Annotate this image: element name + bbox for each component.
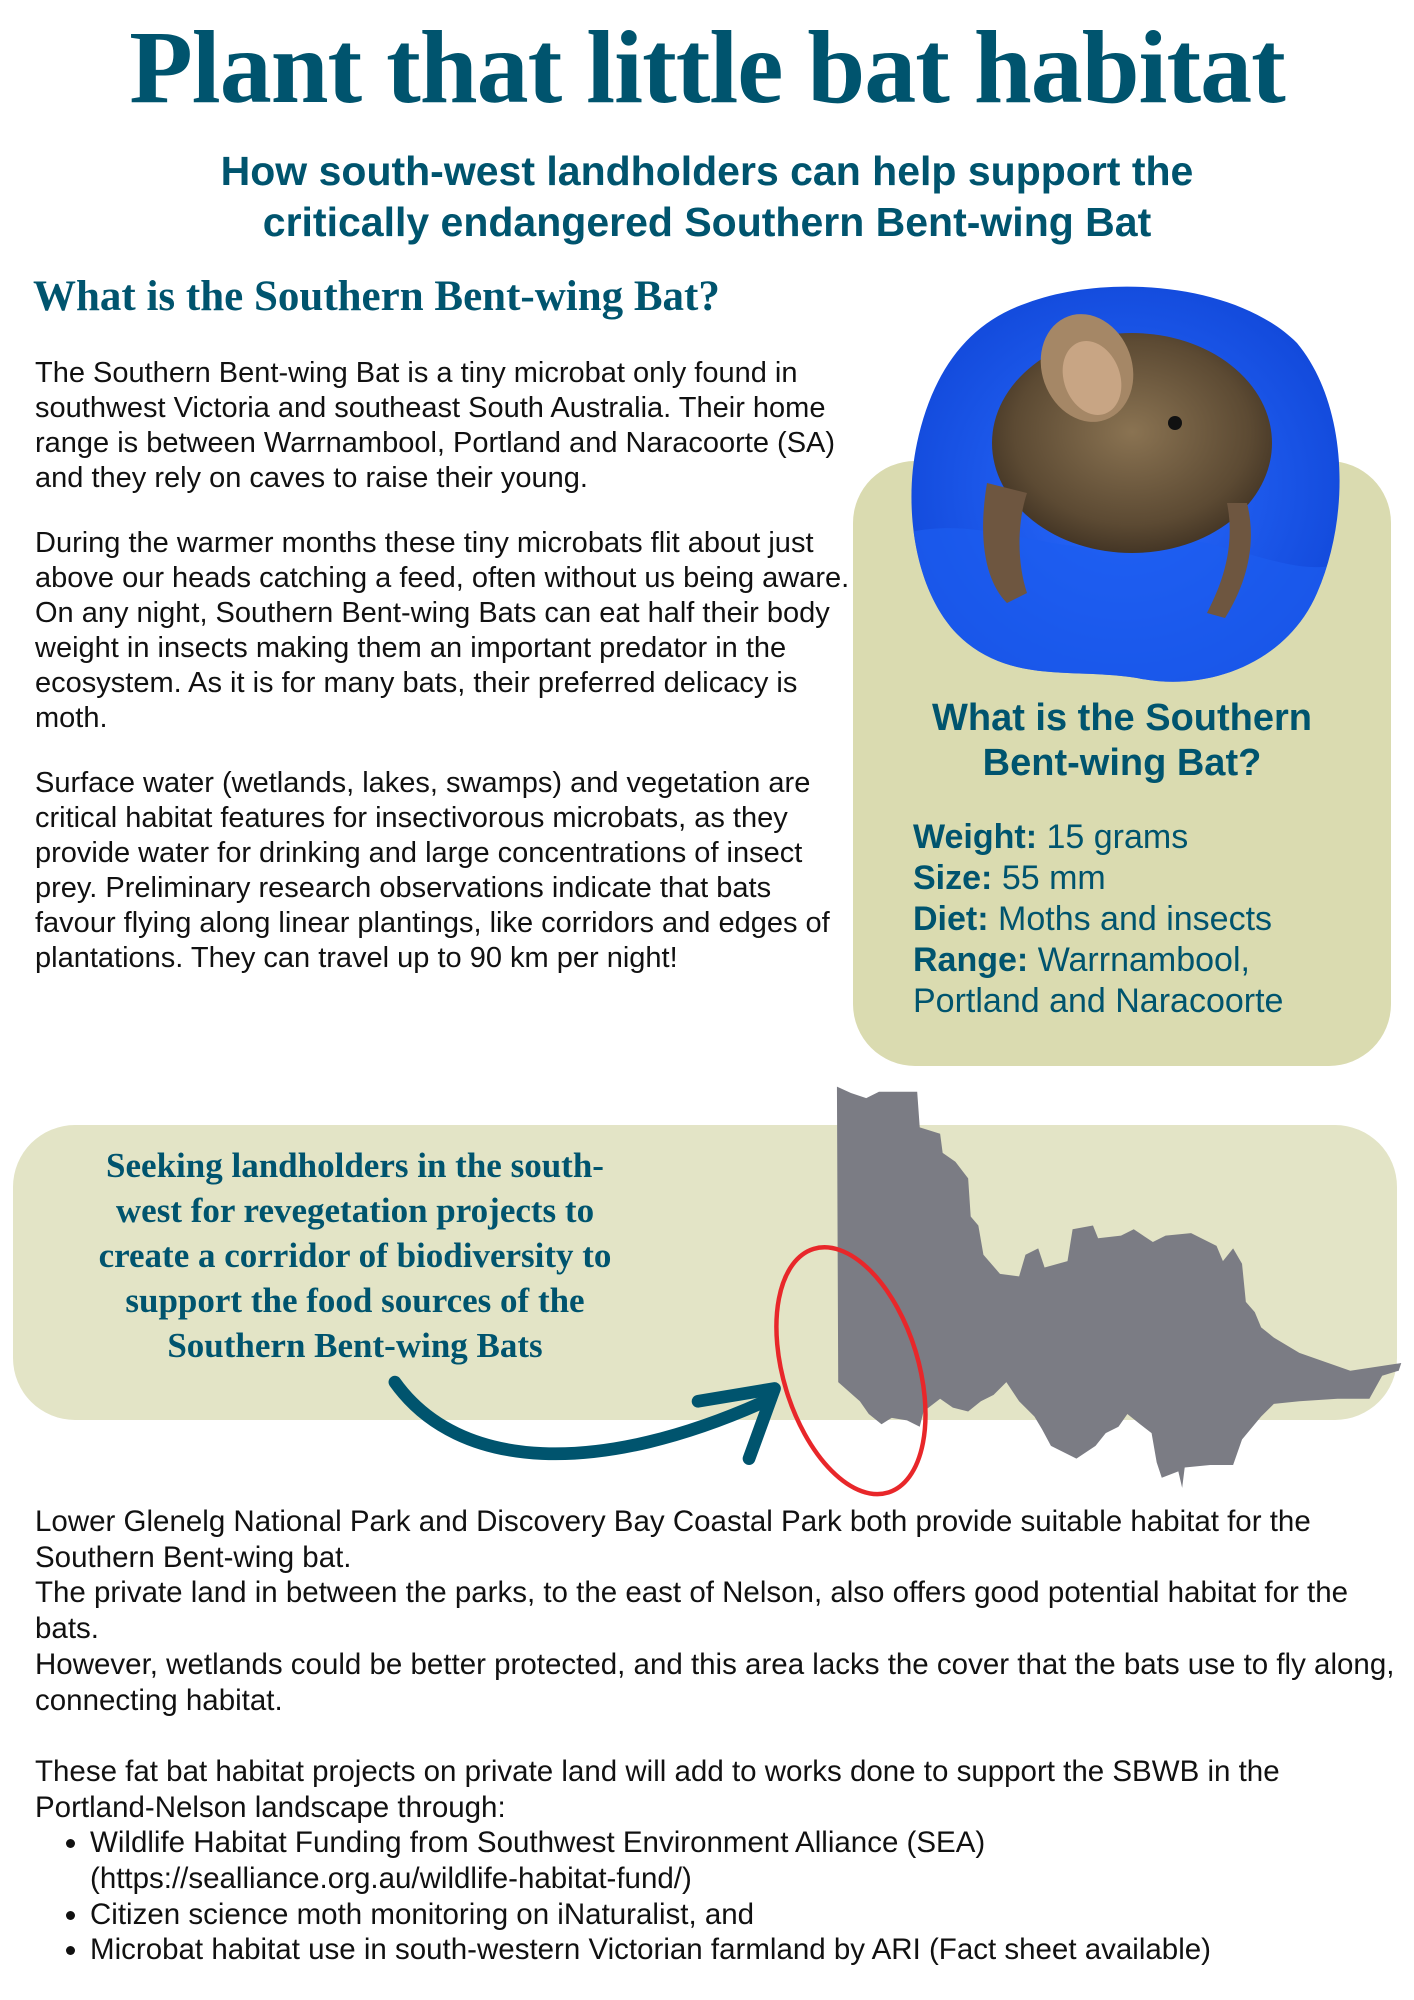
intro-paragraph: Surface water (wetlands, lakes, swamps) and vegetation are critical habitat features for insectivorous microbats, as they provide water for drinking and large concentrations of insect prey. Preliminary research observations indicate that bats favour flying along linear plantings, like corridors and edges of plantations. They can travel up to 90 km per night! (35, 767, 830, 974)
fact-value: 55 mm (1001, 859, 1106, 897)
fact-label: Weight: (913, 818, 1038, 856)
callout-line: Seeking landholders in the south- (106, 1146, 604, 1185)
fact-diet (913, 899, 1383, 940)
fact-list (913, 817, 1383, 1022)
bottom-line: However, wetlands could be better protected, and this area lacks the cover that the bats use to fly along, connecting habitat. (35, 1647, 1395, 1717)
intro-text (35, 356, 850, 1006)
list-item: • Wildlife Habitat Funding from Southwest Environment Alliance (SEA) (https://sealliance.org.au/wildlife-habitat-fund/) (90, 1825, 1405, 1896)
intro-paragraph: During the warmer months these tiny microbats flit about just above our heads catching a feed, often without us being aware. On any night, Southern Bent-wing Bats can eat half their body weight in insects making them an important predator in the ecosystem. As it is for many bats, their preferred delicacy is moth. (35, 527, 850, 734)
fact-label: Range: (913, 941, 1029, 979)
fact-label: Diet: (913, 900, 989, 938)
fact-value: 15 grams (1046, 818, 1189, 856)
fact-value: Moths and insects (998, 900, 1273, 938)
section-heading: What is the Southern Bent-wing Bat? (33, 273, 720, 320)
fact-size (913, 858, 1383, 899)
fact-label: Size: (913, 859, 993, 897)
subtitle-line: How south-west landholders can help support the (220, 148, 1194, 194)
callout-line: create a corridor of biodiversity to (98, 1236, 612, 1275)
fact-weight (913, 817, 1383, 858)
callout-line: west for revegetation projects to (115, 1191, 595, 1230)
page-subtitle (0, 146, 1414, 248)
callout-line: support the food sources of the (125, 1281, 585, 1320)
list-item: • Citizen science moth monitoring on iNaturalist, and (90, 1897, 1405, 1933)
fact-value: Warrnambool, Portland and Naracoorte (913, 941, 1284, 1020)
projects-list (35, 1825, 1405, 1968)
bottom-paragraph: These fat bat habitat projects on private land will add to works done to support the SBWB in the Portland-Nelson landscape through: (35, 1754, 1280, 1824)
fact-range (913, 940, 1383, 1022)
callout-line: Southern Bent-wing Bats (167, 1326, 543, 1365)
bottom-line: The private land in between the parks, to the east of Nelson, also offers good potential habitat for the bats. (35, 1576, 1349, 1646)
bat-photo (907, 283, 1342, 688)
page-title: Plant that little bat habitat (129, 10, 1285, 125)
intro-paragraph: The Southern Bent-wing Bat is a tiny microbat only found in southwest Victoria and southeast South Australia. Their home range is between Warrnambool, Portland and Naracoorte (SA) and they rely on caves to raise their young. (35, 357, 836, 494)
list-item: • Microbat habitat use in south-western Victorian farmland by ARI (Fact sheet available) (90, 1932, 1405, 1968)
fact-card-title-line: Bent-wing Bat? (982, 742, 1262, 784)
subtitle-line: critically endangered Southern Bent-wing Bat (262, 199, 1152, 245)
fact-card-title (853, 696, 1391, 786)
bottom-line: Lower Glenelg National Park and Discovery Bay Coastal Park both provide suitable habitat for the Southern Bent-wing bat. (35, 1505, 1311, 1574)
callout-text (10, 1143, 700, 1368)
bottom-text (35, 1504, 1405, 1968)
fact-card-title-line: What is the Southern (932, 697, 1312, 739)
